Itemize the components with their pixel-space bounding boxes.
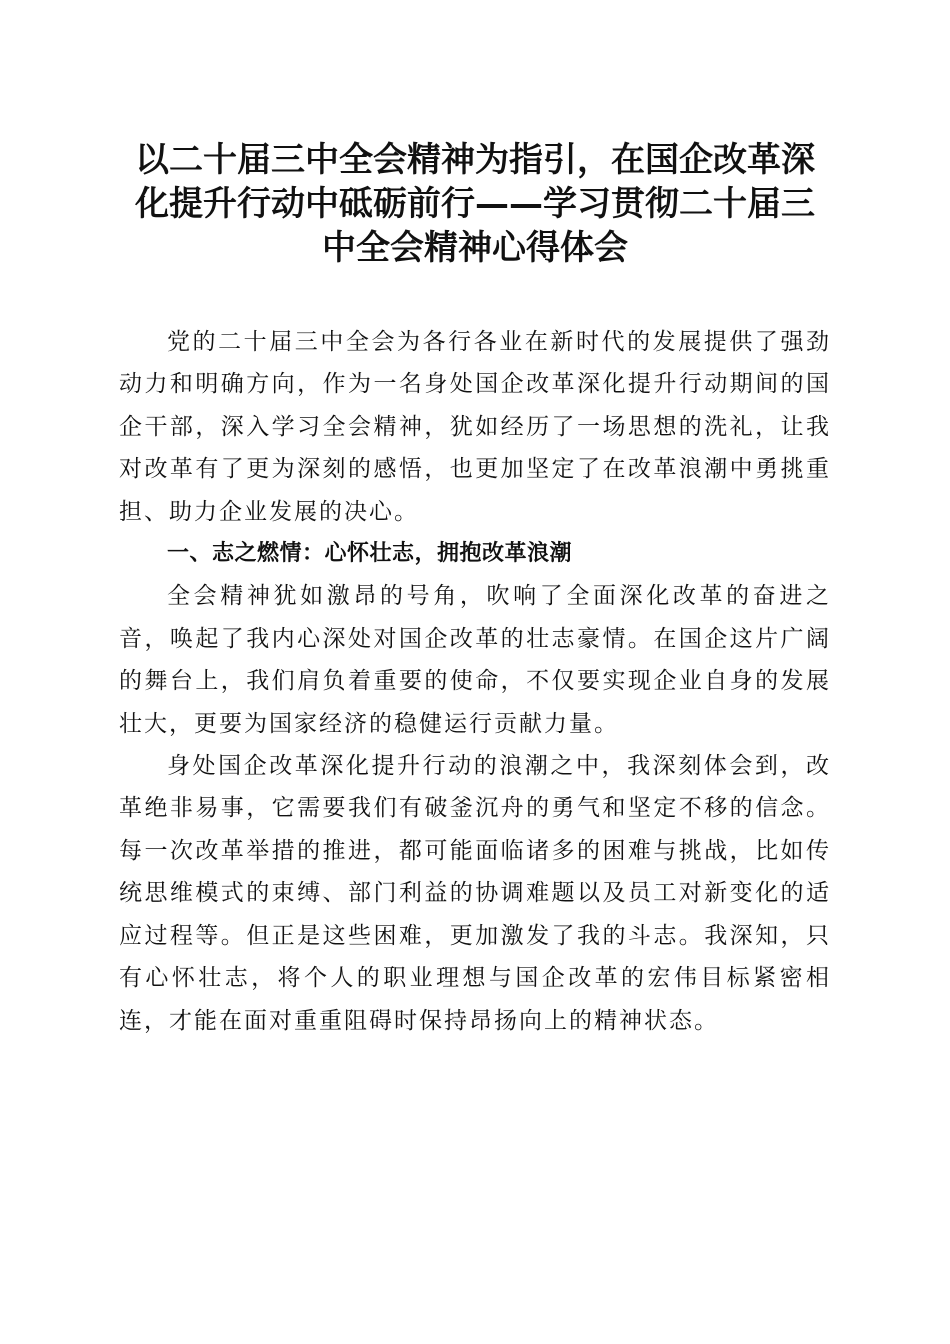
title-line-1: 以二十届三中全会精神为指引，在国企改革深 [135, 140, 815, 180]
body-paragraph-2: 身处国企改革深化提升行动的浪潮之中，我深刻体会到，改革绝非易事，它需要我们有破釜沉舟的勇气和坚定不移的信念。每一次改革举措的推进，都可能面临诸多的困难与挑战，比如传统思维模式的束缚、部门利益的协调难题以及员工对新变化的适应过程等。但正是这些困难，更加激发了我的斗志。我深知，只有心怀壮志，将个人的职业理想与国企改革的宏伟目标紧密相连，才能在面对重重阻碍时保持昂扬向上的精神状态。 [119, 753, 831, 1034]
document-body [119, 321, 831, 1042]
body-paragraph-1: 全会精神犹如激昂的号角，吹响了全面深化改革的奋进之音，唤起了我内心深处对国企改革的壮志豪情。在国企这片广阔的舞台上，我们肩负着重要的使命，不仅要实现企业自身的发展壮大，更要为国家经济的稳健运行贡献力量。 [119, 583, 831, 737]
document-title [100, 138, 850, 270]
title-line-3: 中全会精神心得体会 [322, 228, 628, 268]
title-line-2: 化提升行动中砥砺前行——学习贯彻二十届三 [135, 184, 815, 224]
intro-paragraph: 党的二十届三中全会为各行各业在新时代的发展提供了强劲动力和明确方向，作为一名身处国企改革深化提升行动期间的国企干部，深入学习全会精神，犹如经历了一场思想的洗礼，让我对改革有了更为深刻的感悟，也更加坚定了在改革浪潮中勇挑重担、助力企业发展的决心。 [119, 329, 831, 525]
section-heading-1: 一、志之燃情：心怀壮志，拥抱改革浪潮 [167, 541, 573, 567]
